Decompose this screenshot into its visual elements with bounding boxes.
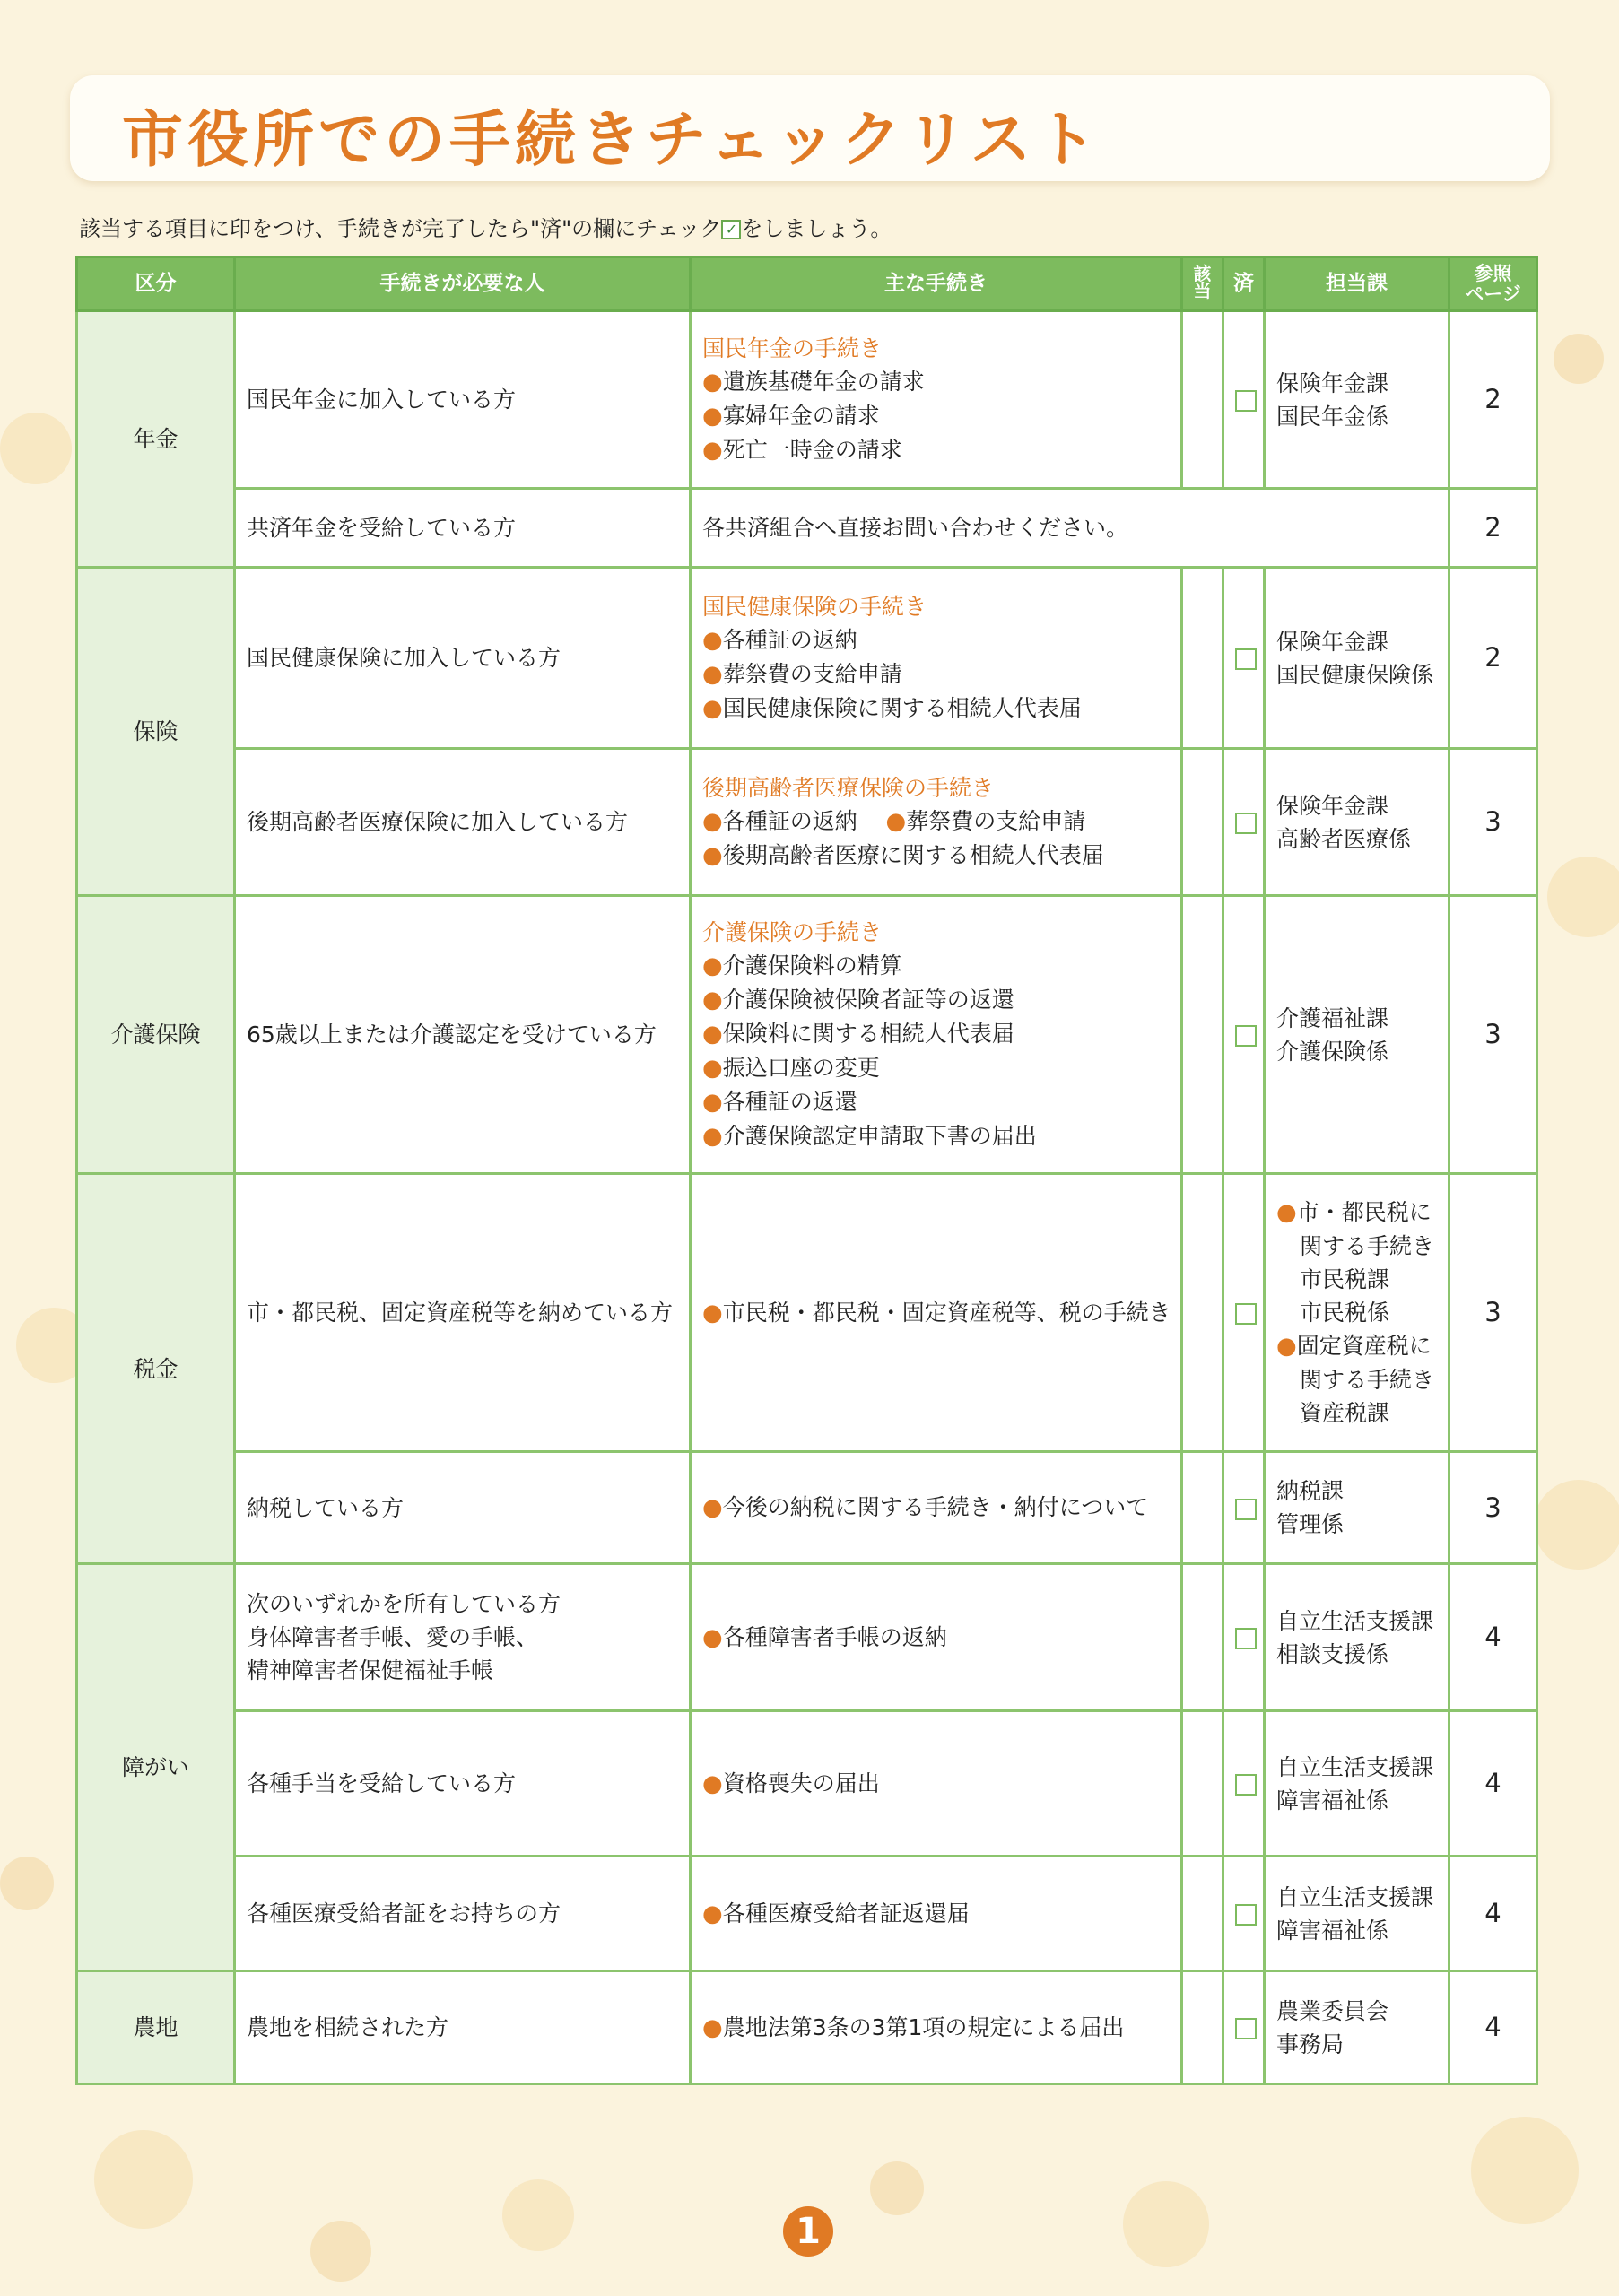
dept-line: 保険年金課 xyxy=(1276,370,1389,396)
check-sample-icon: ✓ xyxy=(721,220,741,239)
procedure-cell xyxy=(691,1564,1182,1711)
bullet-icon: ● xyxy=(702,1494,723,1521)
procedure-item: 各種証の返還 xyxy=(722,1089,857,1115)
done-cell xyxy=(1223,568,1265,749)
dept-line: 国民年金係 xyxy=(1276,403,1389,430)
ref-page: 4 xyxy=(1449,1971,1537,2084)
dept-line: 納税課 xyxy=(1276,1478,1345,1504)
who-cell: 65歳以上または介護認定を受けている方 xyxy=(235,896,691,1174)
dept-cell xyxy=(1265,1452,1449,1564)
dept-cell xyxy=(1265,1857,1449,1971)
table-row xyxy=(77,1971,1537,2084)
who-line: 精神障害者保健福祉手帳 xyxy=(247,1657,494,1683)
procedure-checklist-table xyxy=(75,256,1538,2085)
dept-line: 高齢者医療係 xyxy=(1276,825,1412,852)
applicable-cell[interactable] xyxy=(1182,1857,1223,1971)
dept-line: 市民税係 xyxy=(1300,1300,1390,1326)
who-line: 身体障害者手帳、愛の手帳、 xyxy=(247,1624,539,1650)
procedure-cell xyxy=(691,1452,1182,1564)
procedure-item: 資格喪失の届出 xyxy=(722,1770,880,1796)
bullet-icon: ● xyxy=(702,952,723,979)
procedure-title: 介護保険の手続き xyxy=(702,919,883,945)
who-cell xyxy=(235,1564,691,1711)
ref-page: 2 xyxy=(1449,311,1537,489)
done-checkbox[interactable] xyxy=(1235,1499,1257,1520)
instruction-text xyxy=(79,211,892,242)
ref-page: 2 xyxy=(1449,489,1537,568)
applicable-cell[interactable] xyxy=(1182,896,1223,1174)
header-category: 区分 xyxy=(77,257,235,311)
procedure-title: 国民健康保険の手続き xyxy=(702,594,927,620)
who-cell: 納税している方 xyxy=(235,1452,691,1564)
done-cell xyxy=(1223,1857,1265,1971)
done-checkbox[interactable] xyxy=(1235,813,1257,834)
procedure-item: 遺族基礎年金の請求 xyxy=(722,369,925,395)
table-row xyxy=(77,1857,1537,1971)
procedure-cell xyxy=(691,896,1182,1174)
ref-page: 2 xyxy=(1449,568,1537,749)
procedure-cell xyxy=(691,1174,1182,1452)
applicable-cell[interactable] xyxy=(1182,1174,1223,1452)
table-row xyxy=(77,568,1537,749)
header-ref-page: 参照 ページ xyxy=(1449,257,1537,311)
bullet-icon: ● xyxy=(702,627,723,654)
bullet-icon: ● xyxy=(702,1623,723,1651)
header-dept: 担当課 xyxy=(1265,257,1449,311)
dept-cell xyxy=(1265,1971,1449,2084)
done-checkbox[interactable] xyxy=(1235,1774,1257,1796)
dept-cell xyxy=(1265,311,1449,489)
dept-line: 介護福祉課 xyxy=(1276,1004,1389,1031)
table-header-row xyxy=(77,257,1537,311)
dept-line: 介護保険係 xyxy=(1276,1038,1389,1065)
dept-line: 関する手続き xyxy=(1300,1367,1435,1393)
applicable-cell[interactable] xyxy=(1182,311,1223,489)
procedure-item: 各種証の返納 xyxy=(722,627,857,653)
bullet-icon: ● xyxy=(702,1021,723,1048)
bullet-icon: ● xyxy=(702,1123,723,1150)
bullet-icon: ● xyxy=(702,437,723,464)
who-cell: 後期高齢者医療保険に加入している方 xyxy=(235,749,691,896)
dept-line: 相談支援係 xyxy=(1276,1640,1389,1667)
done-checkbox[interactable] xyxy=(1235,390,1257,412)
applicable-cell[interactable] xyxy=(1182,568,1223,749)
who-cell: 共済年金を受給している方 xyxy=(235,489,691,568)
bullet-icon: ● xyxy=(702,1055,723,1082)
page-title: 市役所での手続きチェックリスト xyxy=(122,105,1101,176)
header-procedure: 主な手続き xyxy=(691,257,1182,311)
dept-line: 障害福祉係 xyxy=(1276,1917,1389,1944)
procedure-item: 各種障害者手帳の返納 xyxy=(722,1623,947,1650)
procedure-title: 国民年金の手続き xyxy=(702,335,883,361)
procedure-title: 後期高齢者医療保険の手続き xyxy=(702,775,995,801)
category-care: 介護保険 xyxy=(77,896,235,1174)
dept-line: 国民健康保険係 xyxy=(1276,661,1434,688)
dept-line: 自立生活支援課 xyxy=(1276,1753,1434,1780)
done-cell xyxy=(1223,896,1265,1174)
header-who: 手続きが必要な人 xyxy=(235,257,691,311)
dept-cell xyxy=(1265,1174,1449,1452)
bullet-icon: ● xyxy=(702,1299,723,1326)
applicable-cell[interactable] xyxy=(1182,1971,1223,2084)
dept-line: 関する手続き xyxy=(1300,1233,1435,1259)
applicable-cell[interactable] xyxy=(1182,749,1223,896)
ref-page: 4 xyxy=(1449,1564,1537,1711)
done-checkbox[interactable] xyxy=(1235,1025,1257,1047)
procedure-cell xyxy=(691,1857,1182,1971)
ref-page: 3 xyxy=(1449,749,1537,896)
who-cell: 各種医療受給者証をお持ちの方 xyxy=(235,1857,691,1971)
bullet-icon: ● xyxy=(702,661,723,688)
procedure-item: 振込口座の変更 xyxy=(722,1055,880,1081)
procedure-item: 保険料に関する相続人代表届 xyxy=(722,1021,1014,1047)
procedure-item: 後期高齢者医療に関する相続人代表届 xyxy=(722,842,1104,868)
dept-line: 障害福祉係 xyxy=(1276,1787,1389,1813)
procedure-item: 死亡一時金の請求 xyxy=(722,437,902,463)
procedure-item: 葬祭費の支給申請 xyxy=(906,808,1086,834)
procedure-item: 国民健康保険に関する相続人代表届 xyxy=(722,695,1082,721)
who-cell: 国民年金に加入している方 xyxy=(235,311,691,489)
bullet-icon: ● xyxy=(1276,1199,1297,1226)
dept-line: 資産税課 xyxy=(1300,1400,1390,1426)
category-insurance: 保険 xyxy=(77,568,235,896)
dept-line: 固定資産税に xyxy=(1296,1333,1432,1359)
dept-line: 農業委員会 xyxy=(1276,1997,1389,2024)
done-cell xyxy=(1223,311,1265,489)
dept-line: 管理係 xyxy=(1276,1511,1345,1537)
bullet-icon: ● xyxy=(702,2013,723,2041)
applicable-cell[interactable] xyxy=(1182,1564,1223,1711)
procedure-item: 農地法第3条の3第1項の規定による届出 xyxy=(722,2013,1125,2040)
done-checkbox[interactable] xyxy=(1235,1904,1257,1926)
who-cell: 農地を相続された方 xyxy=(235,1971,691,2084)
done-cell xyxy=(1223,1711,1265,1857)
bullet-icon: ● xyxy=(885,808,907,835)
who-cell: 各種手当を受給している方 xyxy=(235,1711,691,1857)
category-disability: 障がい xyxy=(77,1564,235,1971)
procedure-item: 各種証の返納 xyxy=(722,808,857,834)
title-banner xyxy=(70,75,1550,181)
page-number: 1 xyxy=(783,2206,833,2257)
category-tax: 税金 xyxy=(77,1174,235,1564)
instruction-before: 該当する項目に印をつけ、手続きが完了したら"済"の欄にチェック xyxy=(79,216,722,241)
table-row xyxy=(77,1711,1537,1857)
procedure-cell xyxy=(691,568,1182,749)
dept-line: 保険年金課 xyxy=(1276,628,1389,655)
procedure-item: 市民税・都民税・固定資産税等、税の手続き xyxy=(722,1299,1171,1326)
bullet-icon: ● xyxy=(702,842,723,869)
procedure-item: 各種医療受給者証返還届 xyxy=(722,1900,970,1926)
bullet-icon: ● xyxy=(702,808,723,835)
table-row xyxy=(77,1174,1537,1452)
who-line: 次のいずれかを所有している方 xyxy=(247,1591,561,1617)
note-cell: 各共済組合へ直接お問い合わせください。 xyxy=(691,489,1449,568)
bullet-icon: ● xyxy=(702,403,723,430)
bullet-icon: ● xyxy=(702,1900,723,1927)
dept-line: 市民税課 xyxy=(1300,1266,1390,1292)
procedure-item: 介護保険被保険者証等の返還 xyxy=(722,987,1014,1013)
done-checkbox[interactable] xyxy=(1235,1303,1257,1325)
bullet-icon: ● xyxy=(702,1770,723,1797)
instruction-after: をしましょう。 xyxy=(741,216,892,241)
procedure-item: 介護保険認定申請取下書の届出 xyxy=(722,1123,1037,1149)
table-row xyxy=(77,896,1537,1174)
table-row xyxy=(77,1452,1537,1564)
applicable-cell[interactable] xyxy=(1182,1452,1223,1564)
category-pension: 年金 xyxy=(77,311,235,568)
bullet-icon: ● xyxy=(702,369,723,396)
applicable-cell[interactable] xyxy=(1182,1711,1223,1857)
dept-line: 事務局 xyxy=(1276,2031,1345,2057)
dept-line: 保険年金課 xyxy=(1276,792,1389,819)
done-cell xyxy=(1223,1971,1265,2084)
table-row xyxy=(77,1564,1537,1711)
dept-line: 自立生活支援課 xyxy=(1276,1607,1434,1634)
ref-page: 4 xyxy=(1449,1857,1537,1971)
dept-cell xyxy=(1265,749,1449,896)
procedure-cell xyxy=(691,1711,1182,1857)
dept-cell xyxy=(1265,896,1449,1174)
procedure-item: 葬祭費の支給申請 xyxy=(722,661,902,687)
dept-cell xyxy=(1265,568,1449,749)
ref-page: 3 xyxy=(1449,896,1537,1174)
header-applicable: 該 当 xyxy=(1182,257,1223,311)
dept-cell xyxy=(1265,1564,1449,1711)
procedure-item: 寡婦年金の請求 xyxy=(722,403,880,429)
done-checkbox[interactable] xyxy=(1235,1628,1257,1649)
category-farmland: 農地 xyxy=(77,1971,235,2084)
bullet-icon: ● xyxy=(1276,1333,1297,1360)
done-cell xyxy=(1223,1564,1265,1711)
procedure-item: 介護保険料の精算 xyxy=(722,952,902,978)
procedure-item: 今後の納税に関する手続き・納付について xyxy=(722,1494,1149,1520)
table-row xyxy=(77,311,1537,489)
who-cell: 市・都民税、固定資産税等を納めている方 xyxy=(235,1174,691,1452)
procedure-cell xyxy=(691,749,1182,896)
table-row xyxy=(77,749,1537,896)
dept-line: 自立生活支援課 xyxy=(1276,1883,1434,1910)
done-cell xyxy=(1223,1452,1265,1564)
table-row xyxy=(77,489,1537,568)
who-cell: 国民健康保険に加入している方 xyxy=(235,568,691,749)
header-done: 済 xyxy=(1223,257,1265,311)
done-cell xyxy=(1223,1174,1265,1452)
ref-page: 3 xyxy=(1449,1174,1537,1452)
bullet-icon: ● xyxy=(702,695,723,722)
done-cell xyxy=(1223,749,1265,896)
dept-cell xyxy=(1265,1711,1449,1857)
bullet-icon: ● xyxy=(702,1089,723,1116)
done-checkbox[interactable] xyxy=(1235,648,1257,670)
ref-page: 4 xyxy=(1449,1711,1537,1857)
dept-line: 市・都民税に xyxy=(1296,1199,1432,1225)
bullet-icon: ● xyxy=(702,987,723,1013)
procedure-cell xyxy=(691,311,1182,489)
procedure-cell xyxy=(691,1971,1182,2084)
done-checkbox[interactable] xyxy=(1235,2018,1257,2039)
ref-page: 3 xyxy=(1449,1452,1537,1564)
